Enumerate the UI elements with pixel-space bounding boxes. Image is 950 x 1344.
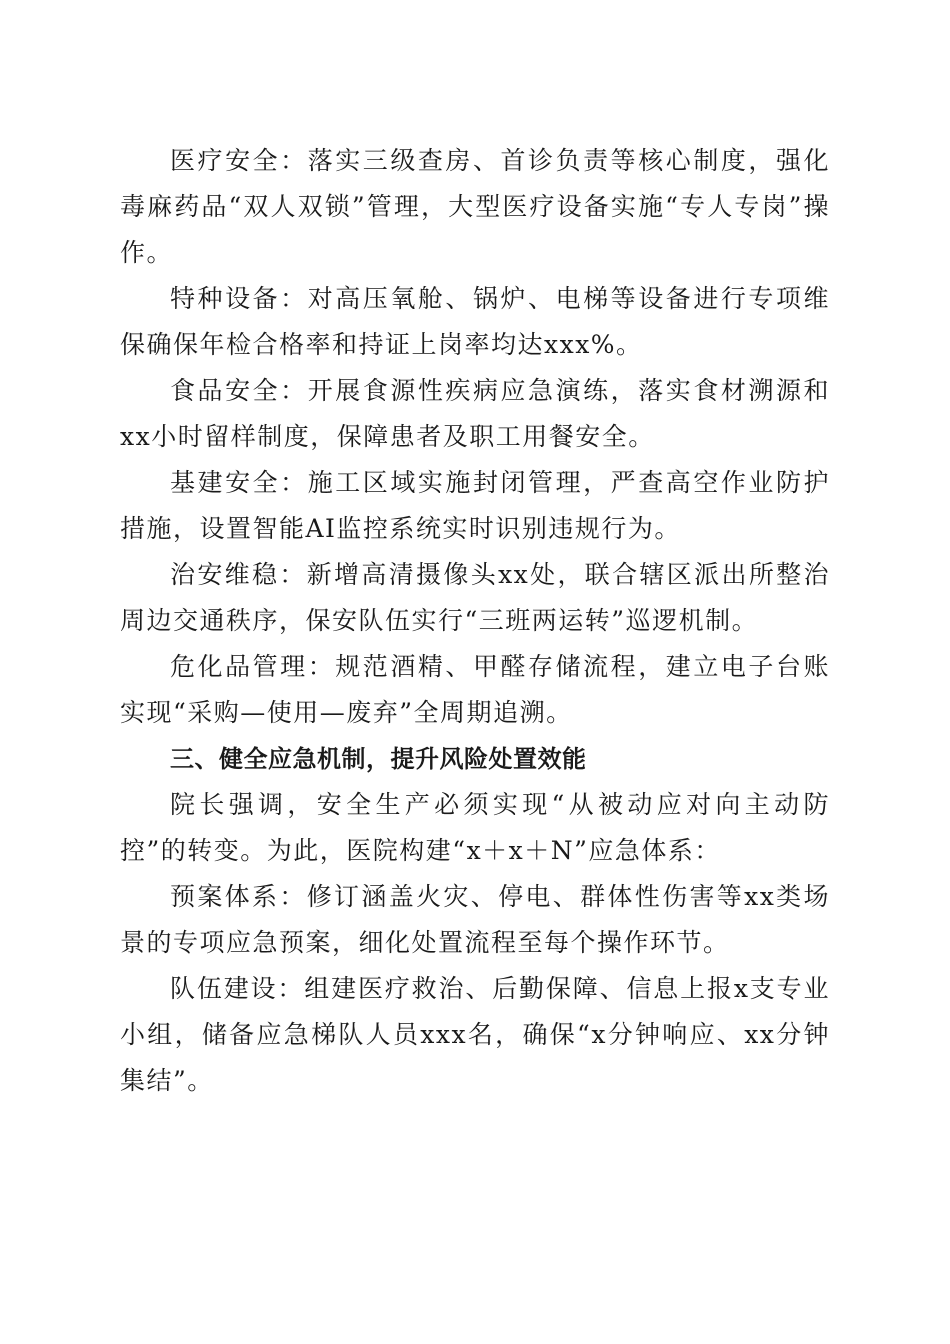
paragraph-contingency-plans: 预案体系：修订涵盖火灾、停电、群体性伤害等xx类场景的专项应急预案，细化处置流程至每个操作环节。 xyxy=(120,882,830,957)
paragraph-team-building: 队伍建设：组建医疗救治、后勤保障、信息上报x支专业小组，储备应急梯队人员xxx名，确保“x分钟响应、xx分钟集结”。 xyxy=(120,974,830,1095)
paragraph-public-security: 治安维稳：新增高清摄像头xx处，联合辖区派出所整治周边交通秩序，保安队伍实行“三班两运转”巡逻机制。 xyxy=(120,560,830,635)
document-body xyxy=(120,138,830,1104)
paragraph-director-emphasis: 院长强调，安全生产必须实现“从被动应对向主动防控”的转变。为此，医院构建“x＋x＋N”应急体系： xyxy=(120,790,830,865)
paragraph-construction-safety: 基建安全：施工区域实施封闭管理，严查高空作业防护措施，设置智能AI监控系统实时识别违规行为。 xyxy=(120,468,830,543)
paragraph-medical-safety: 医疗安全：落实三级查房、首诊负责等核心制度，强化毒麻药品“双人双锁”管理，大型医疗设备实施“专人专岗”操作。 xyxy=(120,146,830,267)
paragraph-food-safety: 食品安全：开展食源性疾病应急演练，落实食材溯源和xx小时留样制度，保障患者及职工用餐安全。 xyxy=(120,376,830,451)
paragraph-special-equipment: 特种设备：对高压氧舱、锅炉、电梯等设备进行专项维保确保年检合格率和持证上岗率均达xxx%。 xyxy=(120,284,830,359)
paragraph-hazardous-chemicals: 危化品管理：规范酒精、甲醛存储流程，建立电子台账实现“采购—使用—废弃”全周期追溯。 xyxy=(120,652,830,727)
section-heading: 三、健全应急机制，提升风险处置效能 xyxy=(170,745,587,773)
